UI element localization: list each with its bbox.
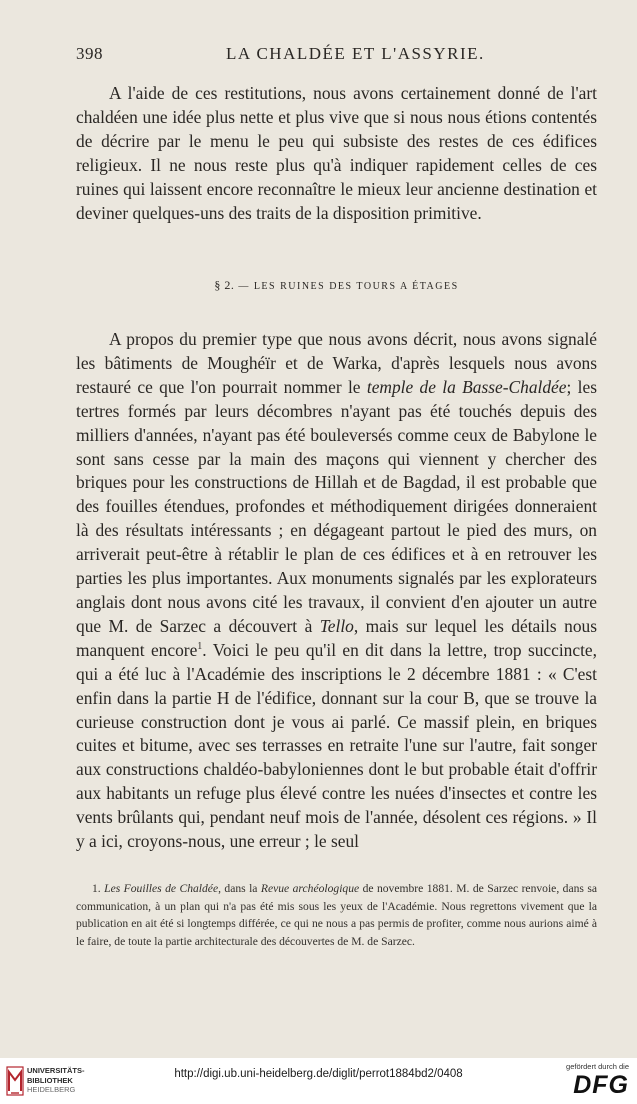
- footnote-number: 1.: [92, 882, 101, 895]
- footnote-text-2: de novembre 1881. M. de Sarzec renvoie, dans sa communication, à un plan qui n'a pas été mis sous les yeux de l'Académie. Nous regrettons vivement que la publication en ait été si longtemps différée, ce qui ne nous a pas permis de profiter, comme nous aurions aimé à le faire, de toute la partie architecturale des découvertes de M. de Sarzec.: [76, 882, 597, 948]
- running-title: LA CHALDÉE ET L'ASSYRIE.: [226, 44, 485, 63]
- library-name-line-3: HEIDELBERG: [27, 1085, 76, 1094]
- permalink[interactable]: http://digi.ub.uni-heidelberg.de/diglit/perrot1884bd2/0408: [174, 1068, 463, 1080]
- paragraph-1: A l'aide de ces restitutions, nous avons certainement donné de l'art chaldéen une idée plus nette et plus vive que si nous nous étions contentés de décrire par le menu le peu qui subsiste des restes de ces édifices religieux. Il ne nous reste plus qu'à indiquer rapidement celles de ces ruines qui laissent encore reconnaître le mieux leur ancienne destination et deviner quelques-uns des traits de la disposition primitive.: [76, 83, 597, 223]
- funder-label: gefördert durch die: [566, 1062, 629, 1071]
- footnote-1: [76, 880, 597, 950]
- section-dash: —: [238, 281, 250, 292]
- paragraph-2-text-4: . Voici le peu qu'il en dit dans la lettre, trop succincte, qui a été luc à l'Académie des inscriptions le 2 décembre 1881 : « C'est enfin dans la partie H de l'édifice, donnant sur la cour B, que se trouve la curieuse construction dont je vous ai parlé. Ce massif plein, en briques cuites et bitume, avec ses terrasses en retraite l'une sur l'autre, fait songer aux constructions chaldéo-babyloniennes dont le but probable était d'offrir aux habitants un refuge plus élevé contre les nuées d'insectes et contre les vents brûlants qui, pendant neuf mois de l'année, désolent ces régions. » Il y a ici, croyons-nous, une erreur ; le seul: [76, 639, 597, 852]
- dfg-logo[interactable]: DFG: [573, 1071, 629, 1099]
- paragraph-2-text-1: A propos du premier type que nous avons décrit, nous avons signalé les bâtiments de Moughéïr et de Warka, d'après lesquels nous avons restauré ce que l'on pourrait nommer le: [76, 329, 597, 397]
- paragraph-2: [76, 328, 597, 854]
- paragraph-2-text-3: , mais sur lequel les détails nous manquent encore: [76, 615, 597, 660]
- paragraph-2-italic-tello: Tello: [319, 615, 354, 636]
- page-number: 398: [76, 44, 103, 63]
- digitization-footer: [0, 1058, 637, 1104]
- footnote-reference: 1: [197, 640, 203, 652]
- footnote-italic-title: Les Fouilles de Chaldée: [104, 882, 219, 895]
- paragraph-2-text-2: ; les tertres formés par leurs décombres n'ayant pas été touchés depuis des milliers d'années, n'ayant pas été bouleversés comme ceux de Babylone le sont sans cesse par la main des maçons qui viennent y chercher des briques pour les constructions de Hillah et de Bagdad, il est probable que des fouilles étendues, profondes et méthodiquement dirigées donneraient là des résultats intéressants ; en dégageant partout le pied des murs, on arriverait peut-être à rétablir le plan de ces édifices et à en retrouver les parties les plus importantes. Aux monuments signalés par les explorateurs anglais dont nous avons cité les travaux, il convient d'en ajouter un autre que M. de Sarzec a découvert à: [76, 376, 597, 636]
- paragraph-2-italic-temple: temple de la Basse-Chaldée: [366, 376, 567, 397]
- footnote-text-1: , dans la: [218, 882, 261, 895]
- library-name-line-1: UNIVERSITÄTS-: [27, 1066, 85, 1075]
- page-header: [76, 44, 596, 68]
- library-name-line-2: BIBLIOTHEK: [27, 1075, 73, 1085]
- section-heading: [76, 278, 597, 293]
- section-number: § 2.: [214, 278, 235, 292]
- footnote-italic-journal: Revue archéologique: [260, 882, 360, 895]
- section-title: LES RUINES DES TOURS A ÉTAGES: [253, 281, 459, 292]
